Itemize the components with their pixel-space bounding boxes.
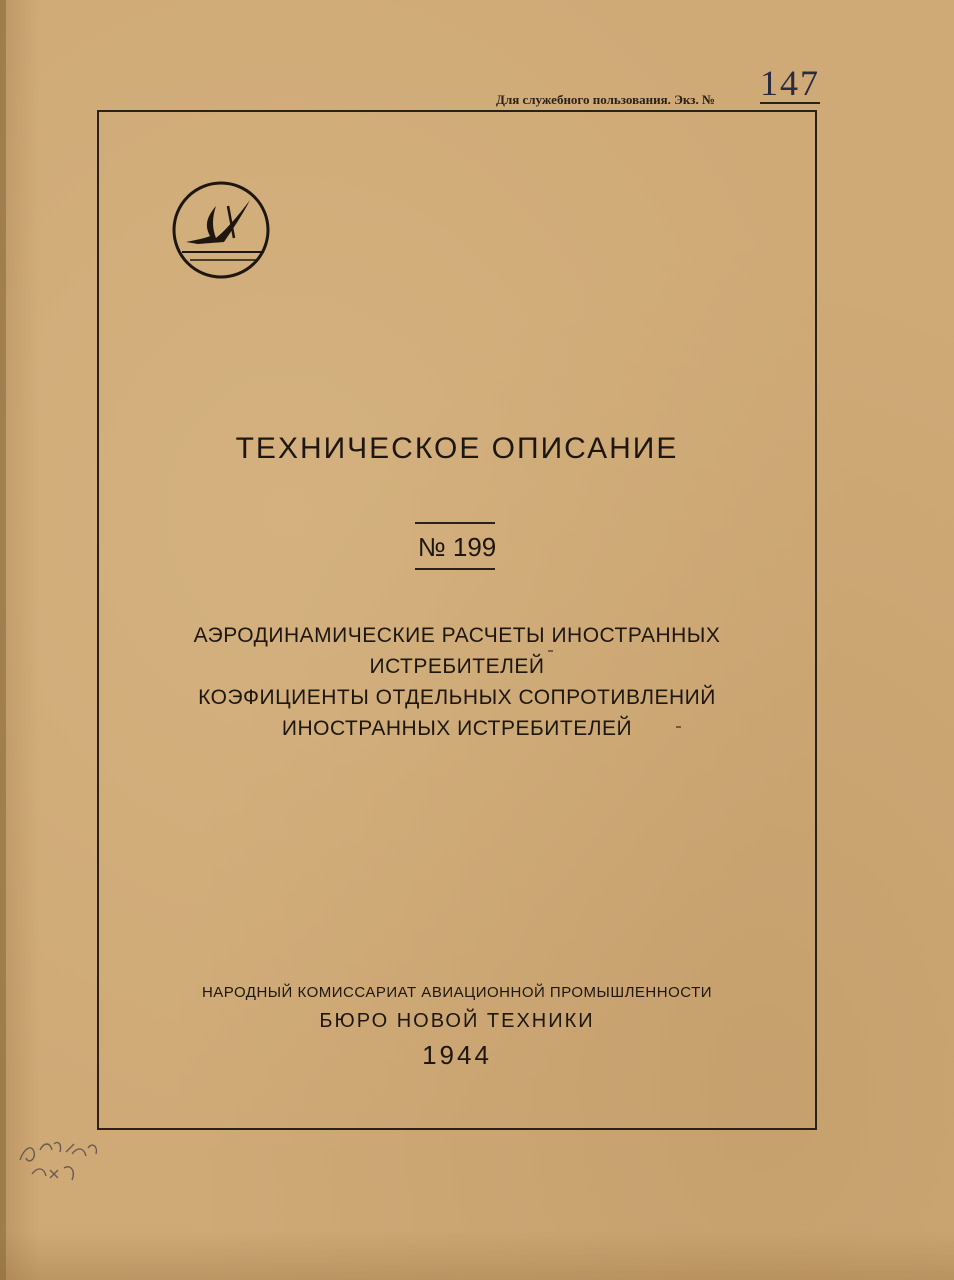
subtitle-line: ИНОСТРАННЫХ ИСТРЕБИТЕЛЕЙ bbox=[281, 717, 633, 740]
ink-speck bbox=[548, 650, 553, 652]
document-number: № 199 bbox=[417, 532, 497, 562]
copy-number: 147 bbox=[760, 63, 820, 103]
classification-label: Для служебного пользования. Экз. № bbox=[496, 92, 716, 107]
document-title: ТЕХНИЧЕСКОЕ ОПИСАНИЕ bbox=[235, 432, 679, 465]
handwritten-pencil-note bbox=[14, 1130, 114, 1190]
number-rule-top bbox=[415, 522, 495, 524]
circular-emblem-icon bbox=[168, 180, 274, 280]
subtitle-line: КОЭФИЦИЕНТЫ ОТДЕЛЬНЫХ СОПРОТИВЛЕНИЙ bbox=[198, 686, 716, 709]
subtitle-line: АЭРОДИНАМИЧЕСКИЕ РАСЧЕТЫ ИНОСТРАННЫХ bbox=[193, 624, 721, 647]
binding-edge bbox=[0, 0, 6, 1280]
publisher-name: НАРОДНЫЙ КОМИССАРИАТ АВИАЦИОННОЙ ПРОМЫШЛЕННОСТИ bbox=[201, 984, 713, 1001]
document-subtitle bbox=[97, 620, 817, 744]
ink-speck bbox=[676, 726, 681, 728]
bureau-name: БЮРО НОВОЙ ТЕХНИКИ bbox=[319, 1010, 595, 1032]
number-rule-bottom bbox=[415, 568, 495, 570]
publication-year: 1944 bbox=[422, 1040, 492, 1070]
subtitle-line: ИСТРЕБИТЕЛЕЙ bbox=[369, 655, 545, 678]
copy-number-underline bbox=[760, 102, 820, 104]
